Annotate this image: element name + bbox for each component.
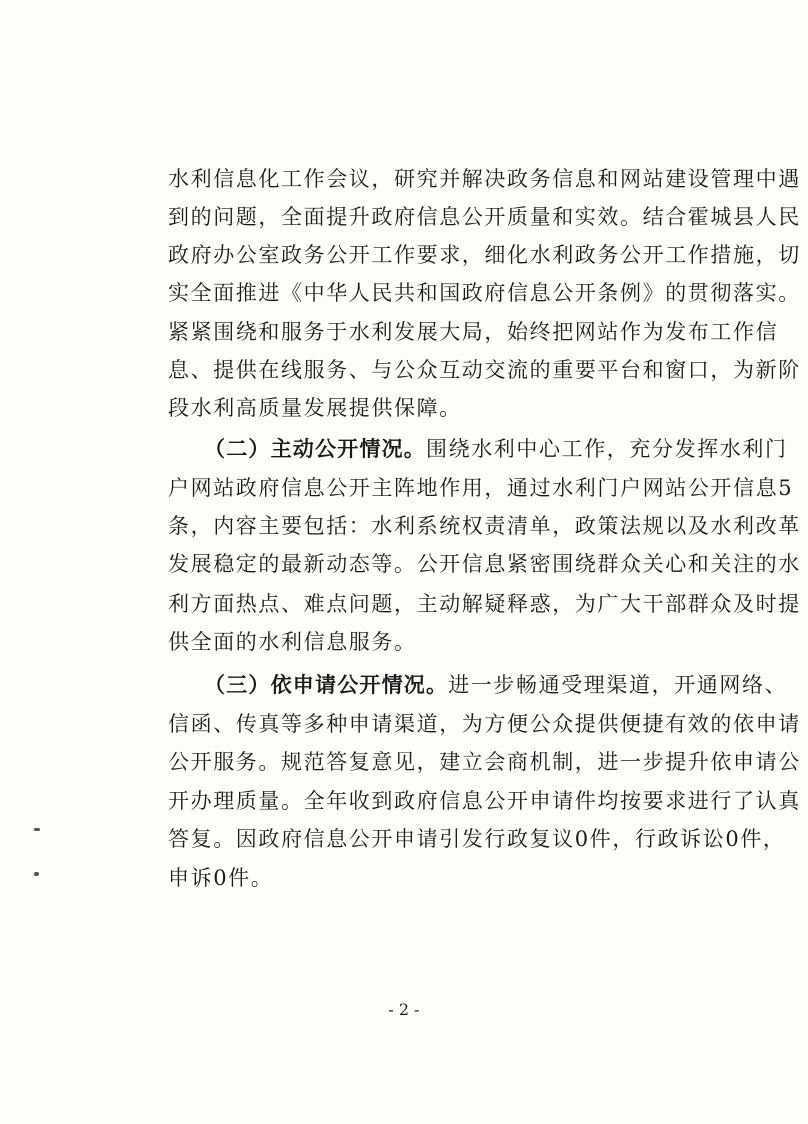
paragraph-line: 水利信息化工作会议，研究并解决政务信息和网站建设管理中遇 <box>168 167 801 191</box>
section-2-heading: （二）主动公开情况。 <box>204 436 426 461</box>
section-3-first-line-text: 进一步畅通受理渠道，开通网络、 <box>448 673 788 697</box>
page-number: - 2 - <box>388 1000 420 1019</box>
paragraph-line: 条，内容主要包括：水利系统权责清单，政策法规以及水利改革 <box>168 514 801 538</box>
paragraph-line: 信函、传真等多种申请渠道，为方便公众提供便捷有效的依申请 <box>168 712 801 736</box>
paragraph-line: 答复。因政府信息公开申请引发行政复议0件，行政诉讼0件， <box>168 827 786 851</box>
paragraph-line: 申诉0件。 <box>168 866 274 890</box>
scan-speck <box>34 872 39 876</box>
paragraph-line: 利方面热点、难点问题，主动解疑释惑，为广大干部群众及时提 <box>168 592 801 616</box>
section-3-first-line <box>204 673 787 697</box>
section-3-heading: （三）依申请公开情况。 <box>204 672 449 697</box>
paragraph-line: 户网站政府信息公开主阵地作用，通过水利门户网站公开信息5 <box>168 476 794 500</box>
paragraph-line: 政府办公室政务公开工作要求，细化水利政务公开工作措施，切 <box>168 243 801 267</box>
section-2-first-line <box>204 437 788 461</box>
paragraph-line: 供全面的水利信息服务。 <box>168 630 417 654</box>
paragraph-line: 段水利高质量发展提供保障。 <box>168 396 462 420</box>
scan-speck <box>34 828 40 831</box>
paragraph-line: 紧紧围绕和服务于水利发展大局，始终把网站作为发布工作信 <box>168 320 779 344</box>
paragraph-line: 发展稳定的最新动态等。公开信息紧密围绕群众关心和关注的水 <box>168 552 801 576</box>
paragraph-line: 到的问题，全面提升政府信息公开质量和实效。结合霍城县人民 <box>168 205 801 229</box>
paragraph-line: 实全面推进《中华人民共和国政府信息公开条例》的贯彻落实。 <box>168 281 801 305</box>
section-2-first-line-text: 围绕水利中心工作，充分发挥水利门 <box>426 437 788 461</box>
paragraph-line: 公开服务。规范答复意见，建立会商机制，进一步提升依申请公 <box>168 750 801 774</box>
paragraph-line: 息、提供在线服务、与公众互动交流的重要平台和窗口，为新阶 <box>168 358 801 382</box>
paragraph-line: 开办理质量。全年收到政府信息公开申请件均按要求进行了认真 <box>168 789 801 813</box>
